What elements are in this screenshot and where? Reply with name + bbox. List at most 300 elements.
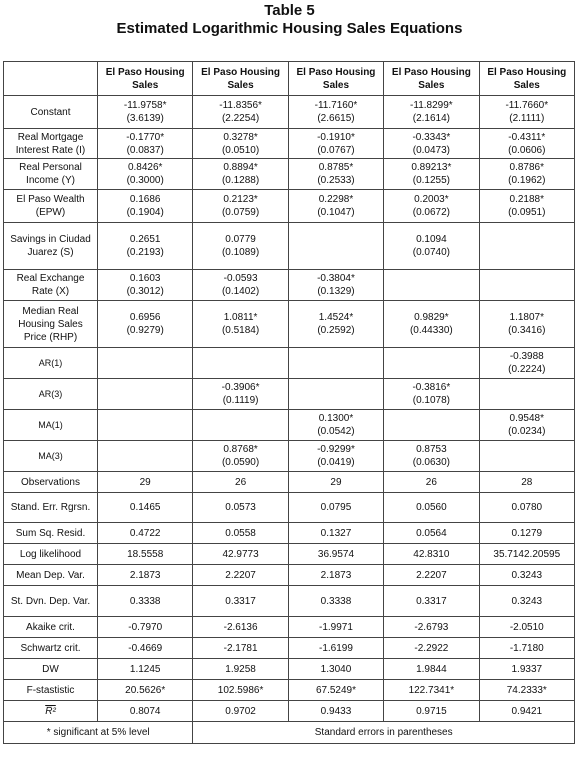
- table-row: [4, 223, 575, 270]
- table-row: [4, 544, 575, 565]
- value-cell: [479, 586, 574, 617]
- coefficient-value: 42.8310: [413, 548, 450, 560]
- column-header: El Paso Housing Sales: [384, 62, 479, 96]
- coefficient-value: 122.7341*: [408, 684, 455, 696]
- value-cell: [384, 270, 479, 301]
- value-cell: [98, 96, 193, 129]
- value-cell: [98, 129, 193, 159]
- table-row: [4, 190, 575, 223]
- table-row: [4, 523, 575, 544]
- value-cell: [479, 565, 574, 586]
- table-row: [4, 410, 575, 441]
- row-label: Sum Sq. Resid.: [4, 523, 98, 544]
- standard-error-value: (2.1614): [412, 113, 450, 124]
- value-cell: [479, 617, 574, 638]
- value-cell: [288, 410, 383, 441]
- table-row: [4, 96, 575, 129]
- value-cell: [288, 617, 383, 638]
- value-cell: [193, 190, 288, 223]
- value-cell: [479, 701, 574, 722]
- coefficient-value: 74.2333*: [506, 684, 547, 696]
- row-label: R̅²: [4, 701, 98, 722]
- value-cell: [98, 565, 193, 586]
- value-cell: [479, 410, 574, 441]
- value-cell: [98, 659, 193, 680]
- value-cell: [384, 410, 479, 441]
- coefficient-value: -11.7660*: [505, 100, 549, 111]
- value-cell: [384, 523, 479, 544]
- row-label: AR(1): [4, 348, 98, 379]
- coefficient-value: 20.5626*: [125, 684, 166, 696]
- standard-error-value: (0.2193): [126, 247, 164, 258]
- value-cell: [479, 441, 574, 472]
- regression-table: [3, 61, 575, 744]
- standard-error-value: (0.0606): [508, 144, 546, 156]
- coefficient-value: 0.2298*: [318, 194, 354, 205]
- coefficient-value: 0.1327: [320, 527, 352, 539]
- value-cell: [384, 659, 479, 680]
- column-header: El Paso Housing Sales: [479, 62, 574, 96]
- value-cell: [479, 348, 574, 379]
- coefficient-value: 0.3278*: [223, 131, 258, 143]
- standard-error-value: (0.0234): [508, 426, 546, 437]
- value-cell: [288, 96, 383, 129]
- coefficient-value: 0.1686: [129, 194, 161, 205]
- value-cell: [384, 493, 479, 523]
- table-row: [4, 617, 575, 638]
- coefficient-value: -0.3816*: [412, 382, 451, 393]
- coefficient-value: -1.7180: [509, 642, 544, 654]
- value-cell: [193, 701, 288, 722]
- coefficient-value: 1.1245: [129, 663, 161, 675]
- value-cell: [98, 544, 193, 565]
- value-cell: [479, 159, 574, 190]
- table-row: [4, 701, 575, 722]
- coefficient-value: 0.1300*: [318, 413, 354, 424]
- standard-error-value: (0.1962): [508, 175, 546, 186]
- row-label: Mean Dep. Var.: [4, 565, 98, 586]
- row-label: Constant: [4, 96, 98, 129]
- standard-error-value: (0.44330): [409, 325, 453, 336]
- row-label: El Paso Wealth (EPW): [4, 190, 98, 223]
- value-cell: [384, 190, 479, 223]
- value-cell: [384, 701, 479, 722]
- column-header: El Paso Housing Sales: [193, 62, 288, 96]
- coefficient-value: -0.7970: [128, 621, 163, 633]
- table-row: [4, 638, 575, 659]
- row-label: Real Personal Income (Y): [4, 159, 98, 190]
- coefficient-value: 1.9844: [416, 663, 447, 675]
- row-label: St. Dvn. Dep. Var.: [4, 586, 98, 617]
- value-cell: [98, 223, 193, 270]
- value-cell: [98, 472, 193, 493]
- value-cell: [193, 472, 288, 493]
- standard-error-value: (0.0590): [221, 457, 260, 468]
- value-cell: [288, 441, 383, 472]
- standard-error-value: (0.0951): [508, 207, 546, 218]
- standard-error-value: (2.2254): [221, 113, 260, 124]
- coefficient-value: -0.0593: [223, 273, 258, 284]
- value-cell: [384, 441, 479, 472]
- coefficient-value: 0.3317: [416, 595, 447, 607]
- coefficient-value: 1.4524*: [318, 312, 354, 323]
- value-cell: [288, 159, 383, 190]
- standard-error-value: (0.0672): [412, 207, 450, 218]
- value-cell: [479, 472, 574, 493]
- value-cell: [193, 301, 288, 348]
- coefficient-value: 0.0560: [416, 502, 447, 513]
- coefficient-value: -11.9758*: [123, 100, 167, 111]
- standard-error-value: (0.2533): [317, 175, 355, 186]
- value-cell: [479, 379, 574, 410]
- value-cell: [98, 680, 193, 701]
- value-cell: [193, 638, 288, 659]
- coefficient-value: -2.0510: [509, 621, 544, 633]
- coefficient-value: 0.8753: [416, 444, 447, 455]
- coefficient-value: 0.9548*: [509, 413, 545, 424]
- value-cell: [384, 638, 479, 659]
- row-label: MA(3): [4, 441, 98, 472]
- value-cell: [98, 190, 193, 223]
- value-cell: [193, 544, 288, 565]
- value-cell: [288, 129, 383, 159]
- value-cell: [384, 96, 479, 129]
- row-label: Median Real Housing Sales Price (RHP): [4, 301, 98, 348]
- standard-error-value: (3.6139): [126, 113, 164, 124]
- coefficient-value: 26: [235, 476, 247, 488]
- value-cell: [479, 190, 574, 223]
- coefficient-value: 0.1094: [416, 234, 447, 245]
- coefficient-value: 2.2207: [225, 569, 256, 581]
- coefficient-value: 67.5249*: [315, 684, 356, 696]
- value-cell: [98, 348, 193, 379]
- coefficient-value: 0.1465: [129, 502, 161, 513]
- coefficient-value: -2.6136: [223, 621, 258, 633]
- value-cell: [479, 544, 574, 565]
- value-cell: [288, 270, 383, 301]
- value-cell: [288, 565, 383, 586]
- value-cell: [384, 680, 479, 701]
- coefficient-value: 0.0779: [225, 234, 256, 245]
- coefficient-value: -0.1770*: [126, 131, 165, 143]
- value-cell: [98, 441, 193, 472]
- value-cell: [479, 270, 574, 301]
- value-cell: [98, 410, 193, 441]
- standard-error-note: Standard errors in parentheses: [193, 722, 575, 744]
- value-cell: [193, 223, 288, 270]
- standard-error-value: (0.2224): [508, 364, 546, 375]
- table-title: Table 5: [264, 2, 315, 19]
- coefficient-value: -0.1910*: [317, 131, 355, 143]
- value-cell: [479, 223, 574, 270]
- row-label: DW: [4, 659, 98, 680]
- coefficient-value: 2.1873: [320, 569, 352, 581]
- coefficient-value: 0.0780: [511, 502, 543, 513]
- value-cell: [384, 617, 479, 638]
- table-row: [4, 379, 575, 410]
- coefficient-value: 0.0573: [225, 502, 256, 513]
- coefficient-value: 28: [521, 476, 533, 488]
- value-cell: [193, 523, 288, 544]
- standard-error-value: (0.0837): [126, 144, 164, 156]
- coefficient-value: 0.9421: [511, 705, 543, 717]
- standard-error-value: (0.3000): [126, 175, 164, 186]
- coefficient-value: -11.8356*: [219, 100, 262, 111]
- table-subtitle: Estimated Logarithmic Housing Sales Equations: [116, 20, 463, 37]
- coefficient-value: -0.3906*: [221, 382, 260, 393]
- standard-error-value: (0.1288): [221, 175, 260, 186]
- value-cell: [384, 472, 479, 493]
- standard-error-value: (0.9279): [126, 325, 164, 336]
- coefficient-value: 2.2207: [416, 569, 447, 581]
- coefficient-value: 0.2188*: [509, 194, 545, 205]
- coefficient-value: -2.1781: [223, 642, 258, 654]
- standard-error-value: (0.0473): [412, 144, 450, 156]
- value-cell: [288, 348, 383, 379]
- value-cell: [384, 159, 479, 190]
- standard-error-value: (0.1078): [412, 395, 450, 406]
- value-cell: [288, 190, 383, 223]
- standard-error-value: (0.0740): [412, 247, 450, 258]
- coefficient-value: -0.3804*: [317, 273, 355, 284]
- standard-error-value: (0.1402): [221, 286, 260, 297]
- coefficient-value: 0.2003*: [414, 194, 449, 205]
- value-cell: [98, 638, 193, 659]
- coefficient-value: -1.6199: [319, 642, 353, 654]
- coefficient-value: -0.3343*: [412, 131, 451, 143]
- value-cell: [479, 680, 574, 701]
- value-cell: [98, 523, 193, 544]
- standard-error-value: (0.5184): [221, 325, 260, 336]
- coefficient-value: 1.9337: [511, 663, 543, 675]
- coefficient-value: 0.3338: [129, 595, 161, 607]
- coefficient-value: 0.2123*: [223, 194, 258, 205]
- value-cell: [288, 586, 383, 617]
- coefficient-value: 0.8785*: [318, 162, 354, 173]
- coefficient-value: 0.3317: [225, 595, 256, 607]
- row-label: Real Mortgage Interest Rate (I): [4, 129, 98, 159]
- value-cell: [193, 493, 288, 523]
- standard-error-value: (0.3416): [508, 325, 546, 336]
- coefficient-value: -0.9299*: [317, 444, 355, 455]
- coefficient-value: 1.3040: [320, 663, 352, 675]
- value-cell: [193, 96, 288, 129]
- standard-error-value: (0.1904): [126, 207, 164, 218]
- table-row: [4, 270, 575, 301]
- coefficient-value: -0.4669: [128, 642, 163, 654]
- footer-row: [4, 722, 575, 744]
- value-cell: [384, 565, 479, 586]
- value-cell: [98, 270, 193, 301]
- coefficient-value: -0.3988: [509, 351, 544, 362]
- coefficient-value: 0.1603: [129, 273, 161, 284]
- coefficient-value: 0.0564: [416, 527, 447, 539]
- coefficient-value: 0.4722: [129, 527, 161, 539]
- coefficient-value: 0.2651: [129, 234, 161, 245]
- coefficient-value: 0.0795: [320, 502, 352, 513]
- value-cell: [288, 544, 383, 565]
- value-cell: [288, 680, 383, 701]
- standard-error-value: (0.0510): [221, 144, 260, 156]
- coefficient-value: 0.8768*: [223, 444, 258, 455]
- standard-error-value: (0.0630): [412, 457, 450, 468]
- coefficient-value: 0.0558: [225, 527, 256, 539]
- coefficient-value: 26: [425, 476, 437, 488]
- table-row: [4, 586, 575, 617]
- coefficient-value: 0.3243: [511, 569, 543, 581]
- value-cell: [479, 493, 574, 523]
- coefficient-value: 0.1279: [511, 527, 543, 539]
- coefficient-value: 0.8786*: [509, 162, 545, 173]
- value-cell: [193, 348, 288, 379]
- value-cell: [384, 129, 479, 159]
- value-cell: [98, 159, 193, 190]
- value-cell: [193, 680, 288, 701]
- row-label: Savings in Ciudad Juarez (S): [4, 223, 98, 270]
- coefficient-value: 29: [330, 476, 342, 488]
- standard-error-value: (0.0542): [317, 426, 355, 437]
- coefficient-value: 0.9433: [320, 705, 352, 717]
- table-row: [4, 493, 575, 523]
- coefficient-value: -2.6793: [414, 621, 449, 633]
- coefficient-value: 102.5986*: [217, 684, 264, 696]
- value-cell: [384, 544, 479, 565]
- coefficient-value: -2.2922: [414, 642, 449, 654]
- row-label: Log likelihood: [4, 544, 98, 565]
- coefficient-value: -11.8299*: [410, 100, 453, 111]
- value-cell: [288, 493, 383, 523]
- row-label: Stand. Err. Rgrsn.: [4, 493, 98, 523]
- standard-error-value: (0.0419): [317, 457, 355, 468]
- table-row: [4, 301, 575, 348]
- value-cell: [98, 379, 193, 410]
- header-row: [4, 62, 575, 96]
- row-label: Real Exchange Rate (X): [4, 270, 98, 301]
- row-label: MA(1): [4, 410, 98, 441]
- value-cell: [384, 586, 479, 617]
- coefficient-value: 0.3243: [511, 595, 543, 607]
- value-cell: [288, 472, 383, 493]
- table-row: [4, 159, 575, 190]
- standard-error-value: (2.6615): [317, 113, 355, 124]
- coefficient-value: -11.7160*: [314, 100, 358, 111]
- coefficient-value: 0.9715: [416, 705, 447, 717]
- value-cell: [98, 617, 193, 638]
- coefficient-value: 36.9574: [317, 548, 355, 560]
- value-cell: [288, 223, 383, 270]
- value-cell: [288, 379, 383, 410]
- standard-error-value: (0.1255): [412, 175, 450, 186]
- standard-error-value: (0.2592): [317, 325, 355, 336]
- row-label: Schwartz crit.: [4, 638, 98, 659]
- value-cell: [288, 701, 383, 722]
- coefficient-value: 0.8894*: [223, 162, 258, 173]
- value-cell: [193, 159, 288, 190]
- table-row: [4, 348, 575, 379]
- coefficient-value: 0.3338: [320, 595, 352, 607]
- value-cell: [98, 701, 193, 722]
- value-cell: [384, 348, 479, 379]
- value-cell: [479, 301, 574, 348]
- value-cell: [479, 638, 574, 659]
- standard-error-value: (0.1119): [222, 395, 259, 406]
- standard-error-value: (0.1089): [221, 247, 260, 258]
- table-row: [4, 565, 575, 586]
- row-label: Akaike crit.: [4, 617, 98, 638]
- row-label: F-stastistic: [4, 680, 98, 701]
- column-header: El Paso Housing Sales: [98, 62, 193, 96]
- coefficient-value: 0.6956: [129, 312, 161, 323]
- coefficient-value: -0.4311*: [508, 131, 546, 143]
- coefficient-value: 1.9258: [225, 663, 256, 675]
- value-cell: [193, 565, 288, 586]
- value-cell: [193, 410, 288, 441]
- coefficient-value: 0.9829*: [414, 312, 449, 323]
- coefficient-value: 0.9702: [225, 705, 256, 717]
- value-cell: [288, 659, 383, 680]
- value-cell: [98, 586, 193, 617]
- value-cell: [384, 301, 479, 348]
- coefficient-value: 35.7142.20595: [493, 548, 561, 560]
- standard-error-value: (2.1111): [509, 113, 545, 124]
- header-blank-cell: [4, 62, 98, 96]
- value-cell: [479, 129, 574, 159]
- standard-error-value: (0.0767): [317, 144, 355, 156]
- value-cell: [193, 129, 288, 159]
- value-cell: [98, 493, 193, 523]
- coefficient-value: 1.1807*: [509, 312, 545, 323]
- coefficient-value: 0.8426*: [127, 162, 163, 173]
- standard-error-value: (0.3012): [126, 286, 164, 297]
- value-cell: [384, 223, 479, 270]
- coefficient-value: -1.9971: [319, 621, 353, 633]
- standard-error-value: (0.1047): [317, 207, 355, 218]
- value-cell: [193, 617, 288, 638]
- coefficient-value: 2.1873: [129, 569, 161, 581]
- table-row: [4, 129, 575, 159]
- value-cell: [98, 301, 193, 348]
- table-row: [4, 680, 575, 701]
- standard-error-value: (0.1329): [317, 286, 355, 297]
- row-label: Observations: [4, 472, 98, 493]
- value-cell: [288, 638, 383, 659]
- coefficient-value: 18.5558: [127, 548, 164, 560]
- value-cell: [193, 379, 288, 410]
- value-cell: [288, 301, 383, 348]
- coefficient-value: 42.9773: [222, 548, 259, 560]
- coefficient-value: 29: [139, 476, 151, 488]
- coefficient-value: 0.8074: [129, 705, 161, 717]
- significance-note: * significant at 5% level: [4, 722, 193, 744]
- value-cell: [193, 441, 288, 472]
- value-cell: [479, 523, 574, 544]
- table-row: [4, 472, 575, 493]
- column-header: El Paso Housing Sales: [288, 62, 383, 96]
- value-cell: [479, 96, 574, 129]
- value-cell: [384, 379, 479, 410]
- table-row: [4, 659, 575, 680]
- value-cell: [193, 586, 288, 617]
- coefficient-value: 0.89213*: [411, 162, 452, 173]
- value-cell: [479, 659, 574, 680]
- row-label: AR(3): [4, 379, 98, 410]
- value-cell: [288, 523, 383, 544]
- value-cell: [193, 270, 288, 301]
- value-cell: [193, 659, 288, 680]
- standard-error-value: (0.0759): [221, 207, 260, 218]
- table-row: [4, 441, 575, 472]
- coefficient-value: 1.0811*: [223, 312, 258, 323]
